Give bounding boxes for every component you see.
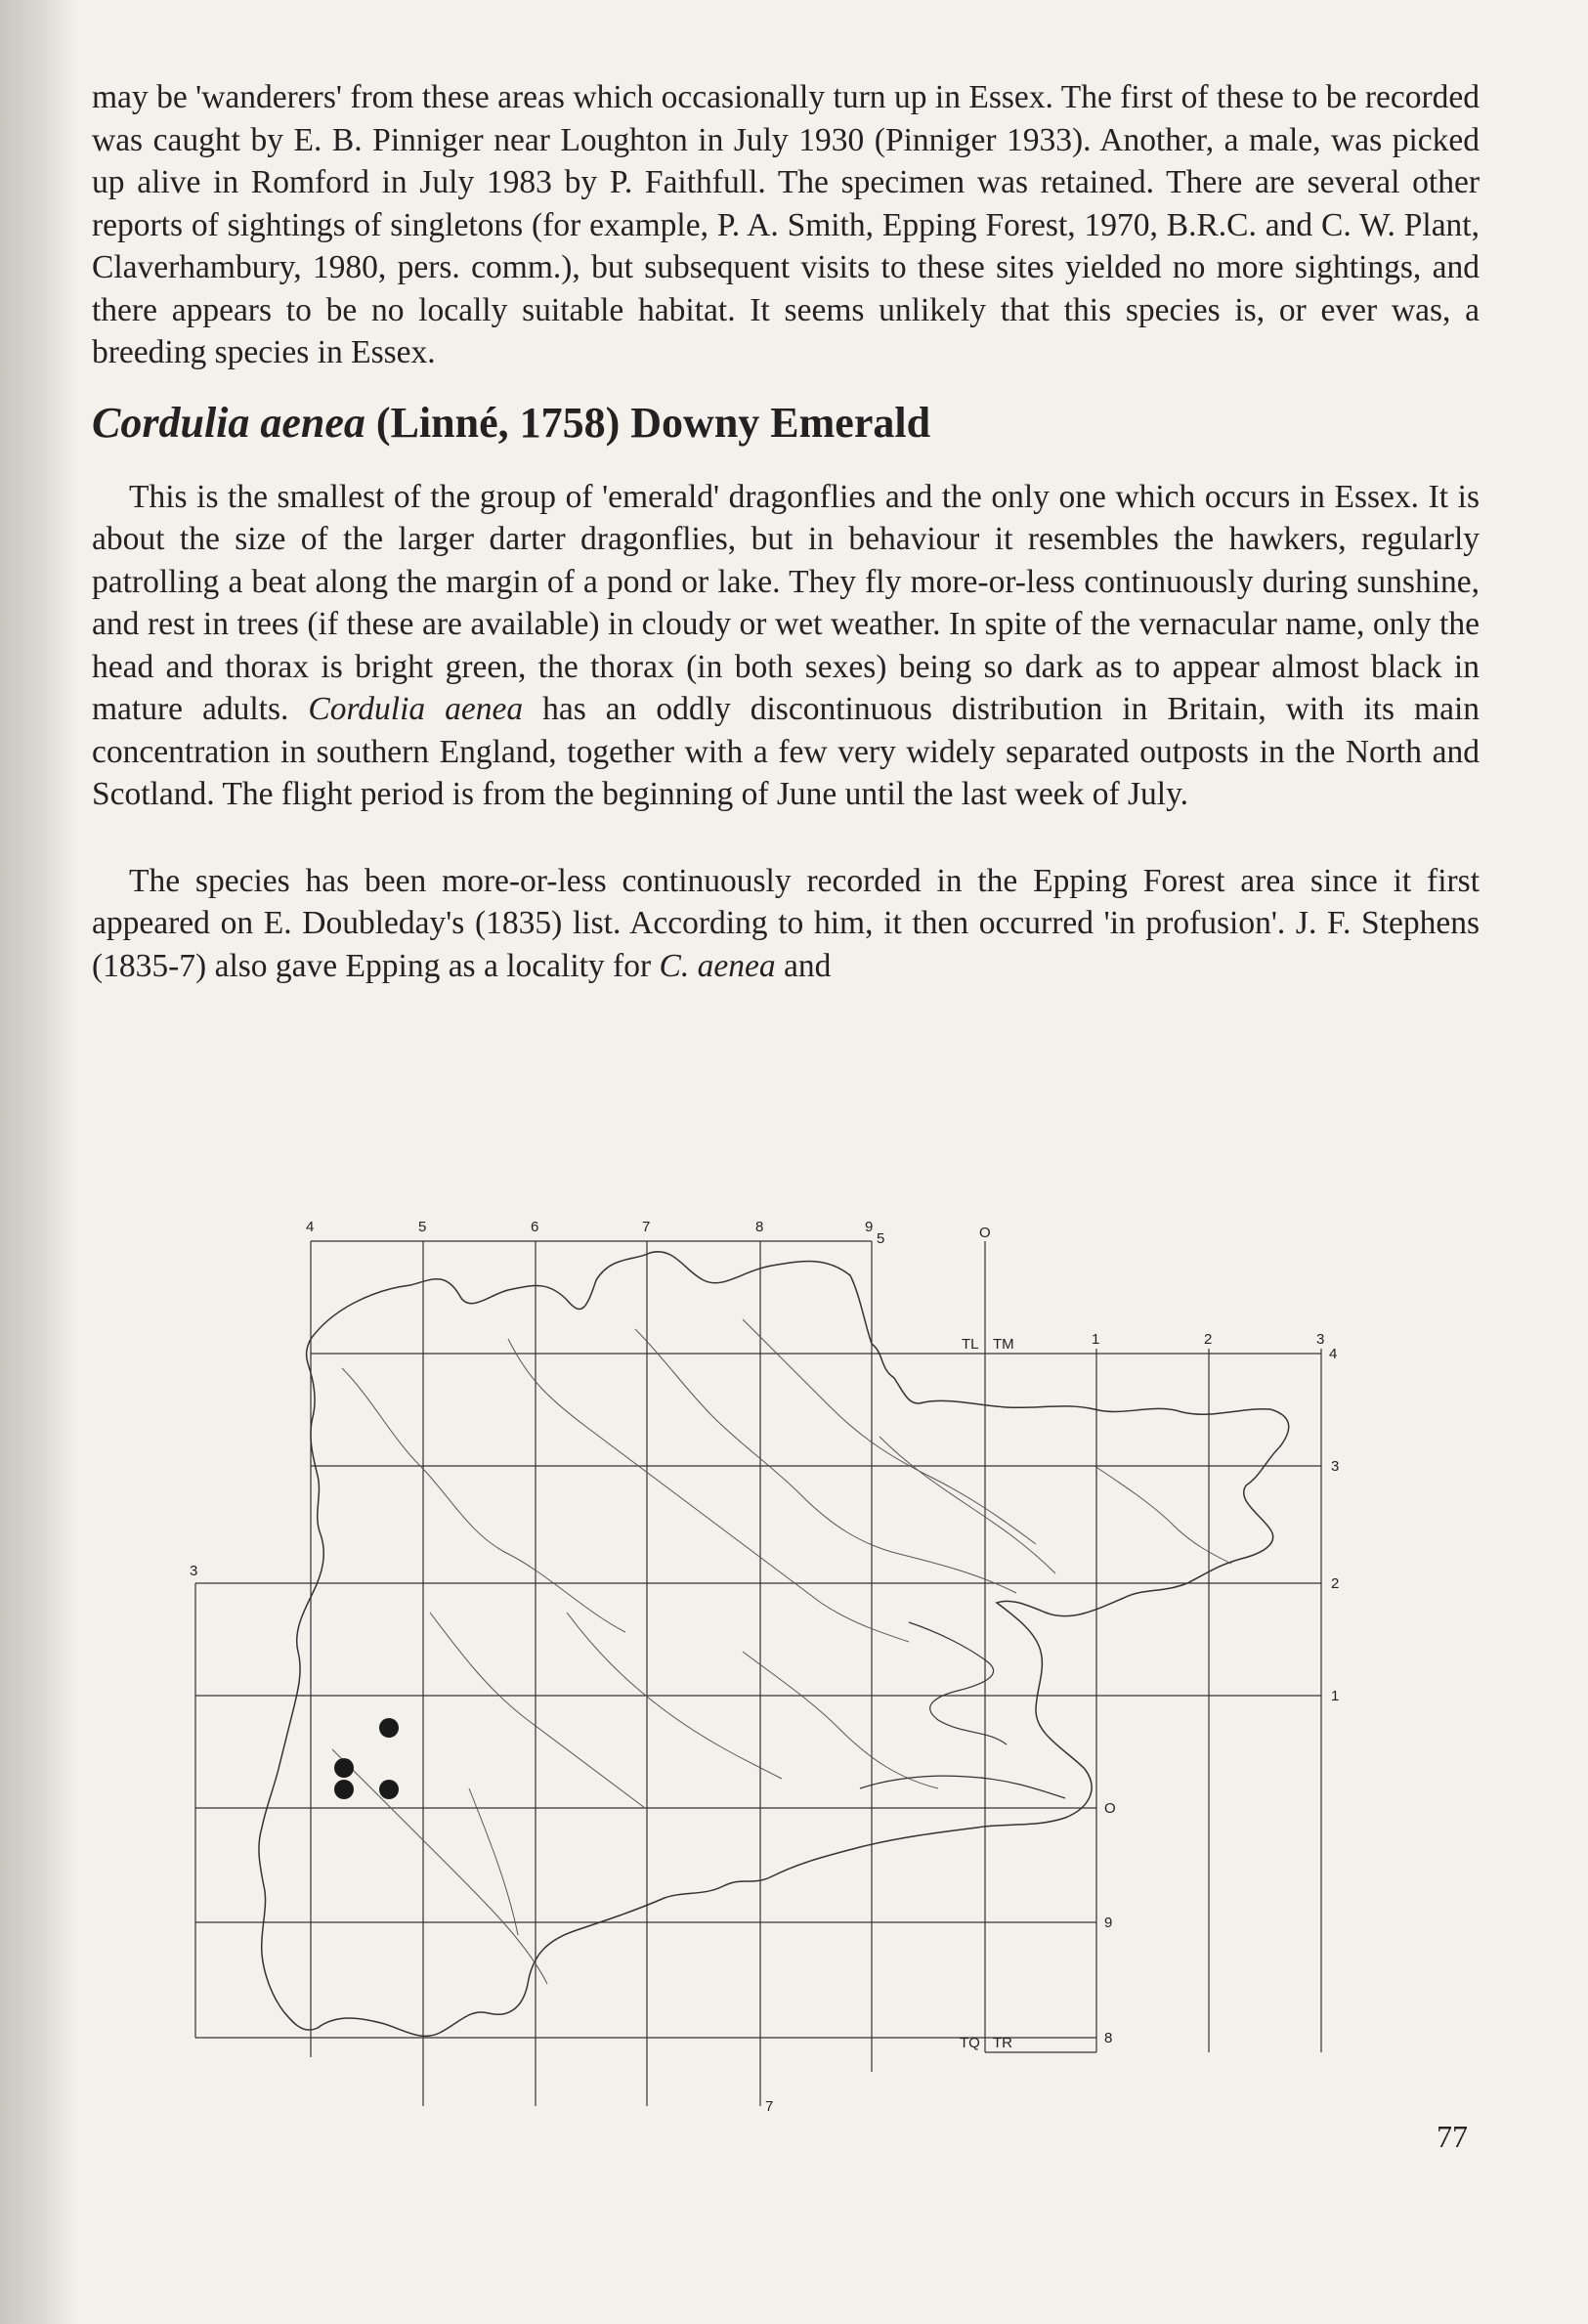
grid-label-right: 8 — [1104, 2030, 1113, 2046]
record-dots — [334, 1718, 399, 1799]
paragraph-3 — [92, 860, 1480, 988]
grid-label-right-top: 3 — [1316, 1331, 1325, 1348]
paragraph-2-text-a: This is the smallest of the group of 'emerald' dragonflies and the only one which occurs in Essex. It is about the size of the larger darter dragonflies, but in behaviour it resembles the hawkers, regularly patrolling a beat along the margin of a pond or lake. They fly more-or-less continuously during sunshine, and rest in trees (if these are available) in cloudy or wet weather. In spite of the vernacular name, only the head and thorax is bright green, the thorax (in both sexes) being so dark as to appear almost black in mature adults. — [92, 478, 1480, 727]
paragraph-2 — [92, 476, 1480, 816]
grid-label-top: O — [979, 1225, 991, 1241]
county-outline — [259, 1252, 1289, 2037]
paragraph-1: may be 'wanderers' from these areas which occasionally turn up in Essex. The first of these to be recorded was caught by E. B. Pinniger near Loughton in July 1930 (Pinniger 1933). Another, a male, was picked up alive in Romford in July 1983 by P. Faithfull. The specimen was retained. There are several other reports of sightings of singletons (for example, P. A. Smith, Epping Forest, 1970, B.R.C. and C. W. Plant, Claverhambury, 1980, pers. comm.), but subsequent visits to these sites yielded no more sightings, and there appears to be no locally suitable habitat. It seems unlikely that this species is, or ever was, a breeding species in Essex. — [92, 79, 1480, 370]
grid-label-left: 3 — [190, 1563, 198, 1579]
record-dot — [379, 1780, 399, 1799]
grid-label-bottom: 7 — [765, 2098, 774, 2115]
square-label-tq: TQ — [960, 2035, 980, 2051]
page-number: 77 — [1437, 2119, 1468, 2154]
estuary-coast — [860, 1622, 1065, 1798]
square-label-tl: TL — [962, 1336, 979, 1353]
species-authority: (Linné, 1758) Downy Emerald — [375, 398, 931, 447]
grid-label-top: 7 — [642, 1219, 651, 1235]
species-name: Cordulia aenea — [92, 398, 365, 447]
grid-label-top: 4 — [306, 1219, 315, 1235]
paragraph-2-italic: Cordulia aenea — [308, 691, 524, 727]
distribution-map — [0, 1202, 1588, 2130]
grid-lines — [195, 1241, 1321, 2106]
grid-label-right-top: 1 — [1092, 1331, 1100, 1348]
grid-label-top: 5 — [877, 1230, 885, 1247]
grid-label-top: 9 — [865, 1219, 874, 1235]
grid-label-right: 1 — [1331, 1688, 1340, 1704]
grid-label-right: 2 — [1331, 1575, 1340, 1592]
paragraph-2-text-b: has an oddly discontinuous distribution in Britain, with its main concentration in southern England, together with a few very widely separated outposts in the North and Scotland. The flight period is from the beginning of June until the last week of July. — [92, 691, 1480, 812]
grid-label-right-top: 2 — [1204, 1331, 1213, 1348]
paragraph-3-italic: C. aenea — [659, 947, 776, 984]
paragraph-3-text-a: The species has been more-or-less continuously recorded in the Epping Forest area since it first appeared on E. Doubleday's (1835) list. According to him, it then occurred 'in profusion'. J. F. Stephens (1835-7) also gave Epping as a locality for — [92, 862, 1480, 984]
grid-label-top: 8 — [755, 1219, 764, 1235]
grid-label-right: 3 — [1331, 1458, 1340, 1475]
grid-label-top: 5 — [418, 1219, 427, 1235]
grid-label-right: O — [1104, 1800, 1116, 1817]
square-label-tr: TR — [993, 2035, 1012, 2051]
record-dot — [334, 1758, 354, 1778]
paragraph-3-text-b: and — [775, 947, 832, 984]
record-dot — [379, 1718, 399, 1738]
page-text — [92, 76, 1480, 987]
essex-map-svg — [0, 1202, 1588, 2130]
species-heading — [92, 396, 1480, 451]
record-dot — [334, 1780, 354, 1799]
grid-label-right-top: 4 — [1329, 1346, 1338, 1362]
grid-label-right: 9 — [1104, 1915, 1113, 1931]
grid-label-top: 6 — [531, 1219, 539, 1235]
square-label-tm: TM — [993, 1336, 1014, 1353]
